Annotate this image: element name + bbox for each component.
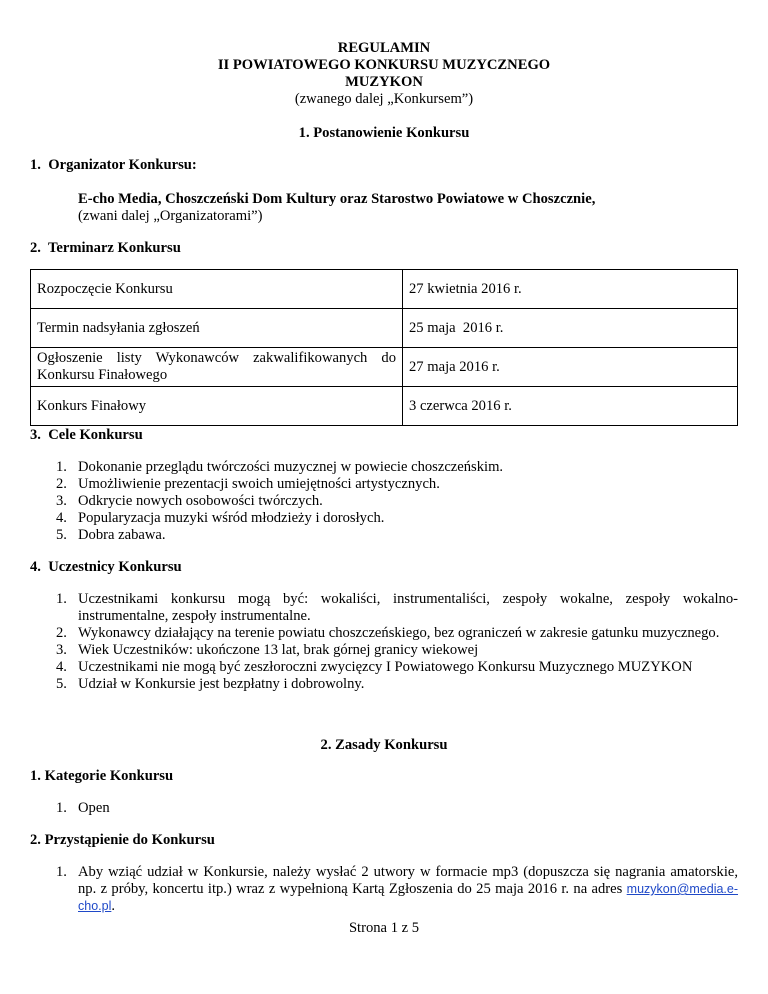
goals-heading: 3. Cele Konkursu (30, 427, 143, 443)
list-item (56, 676, 738, 693)
list-text: Uczestnikami nie mogą być zeszłoroczni zwycięzcy I Powiatowego Konkursu Muzycznego MUZYKON (78, 659, 693, 675)
table-row (31, 309, 738, 348)
table-row (31, 387, 738, 426)
page-number: Strona 1 z 5 (348, 920, 420, 936)
table-row (31, 270, 738, 309)
list-item (56, 864, 738, 915)
list-item (56, 659, 738, 676)
list-text: Wiek Uczestników: ukończone 13 lat, brak górnej granicy wiekowej (78, 642, 479, 658)
schedule-label: Ogłoszenie listy Wykonawców zakwalifikowanych do Konkursu Finałowego (31, 348, 403, 387)
list-text: Open (78, 800, 110, 816)
list-text: Dokonanie przeglądu twórczości muzycznej w powiecie choszczeńskim. (78, 459, 504, 475)
schedule-heading: 2. Terminarz Konkursu (30, 240, 181, 256)
schedule-date: 27 maja 2016 r. (403, 348, 738, 387)
participants-list (56, 591, 738, 693)
list-item (56, 510, 738, 527)
section2-title: 2. Zasady Konkursu (320, 737, 448, 753)
list-number: 3. (56, 493, 67, 509)
list-text: Dobra zabawa. (78, 527, 166, 543)
categories-heading: 1. Kategorie Konkursu (30, 768, 174, 784)
organizer-heading: 1. Organizator Konkursu: (30, 157, 197, 173)
list-number: 1. (56, 800, 67, 816)
doc-title-line3: MUZYKON (345, 74, 423, 90)
organizer-note: (zwani dalej „Organizatorami”) (78, 208, 263, 224)
list-number: 5. (56, 527, 67, 543)
list-number: 3. (56, 642, 67, 658)
table-row (31, 348, 738, 387)
list-text: Aby wziąć udział w Konkursie, należy wysłać 2 utwory w formacie mp3 (dopuszcza się nagrania amatorskie, np. z próby, koncertu itp.) wraz z wypełnioną Kartą Zgłoszenia do 25 maja 2016 r. na adres (78, 864, 738, 897)
list-text: Udział w Konkursie jest bezpłatny i dobrowolny. (78, 676, 365, 692)
list-item (56, 459, 738, 476)
list-text: Wykonawcy działający na terenie powiatu choszczeńskiego, bez ograniczeń w zakresie gatunku muzycznego. (78, 625, 720, 641)
list-number: 1. (56, 459, 67, 475)
list-number: 2. (56, 476, 67, 492)
list-number: 2. (56, 625, 67, 641)
categories-list (56, 800, 738, 817)
email-link[interactable]: muzykon@media.e-cho.pl (78, 882, 739, 913)
list-number: 5. (56, 676, 67, 692)
participants-heading: 4. Uczestnicy Konkursu (30, 559, 182, 575)
list-item (56, 800, 738, 817)
list-number: 1. (56, 591, 67, 607)
schedule-label: Termin nadsyłania zgłoszeń (31, 309, 403, 348)
list-item (56, 642, 738, 659)
schedule-date: 3 czerwca 2016 r. (403, 387, 738, 426)
list-item (56, 493, 738, 510)
schedule-label: Konkurs Finałowy (31, 387, 403, 426)
goals-list (56, 459, 738, 544)
list-item (56, 625, 738, 642)
joining-list (56, 864, 738, 915)
list-text-end: . (111, 898, 116, 914)
list-item (56, 527, 738, 544)
section1-title: 1. Postanowienie Konkursu (298, 125, 470, 141)
list-text: Popularyzacja muzyki wśród młodzieży i dorosłych. (78, 510, 385, 526)
list-text: Odkrycie nowych osobowości twórczych. (78, 493, 323, 509)
joining-heading: 2. Przystąpienie do Konkursu (30, 832, 215, 848)
doc-title-line2: II POWIATOWEGO KONKURSU MUZYCZNEGO (217, 57, 551, 73)
list-item (56, 476, 738, 493)
list-number: 1. (56, 864, 67, 880)
organizer-names: E-cho Media, Choszczeński Dom Kultury oraz Starostwo Powiatowe w Choszcznie, (78, 191, 596, 207)
doc-subtitle: (zwanego dalej „Konkursem”) (294, 91, 474, 107)
list-number: 4. (56, 510, 67, 526)
schedule-label: Rozpoczęcie Konkursu (31, 270, 403, 309)
doc-title: REGULAMIN (337, 40, 431, 56)
schedule-date: 25 maja 2016 r. (403, 309, 738, 348)
list-item (56, 591, 738, 625)
list-text: Umożliwienie prezentacji swoich umiejętności artystycznych. (78, 476, 440, 492)
schedule-date: 27 kwietnia 2016 r. (403, 270, 738, 309)
schedule-table (30, 269, 738, 426)
list-number: 4. (56, 659, 67, 675)
list-text: Uczestnikami konkursu mogą być: wokaliści, instrumentaliści, zespoły wokalne, zespoły wokalno-instrumentalne, zespoły instrumentalne. (78, 591, 738, 624)
